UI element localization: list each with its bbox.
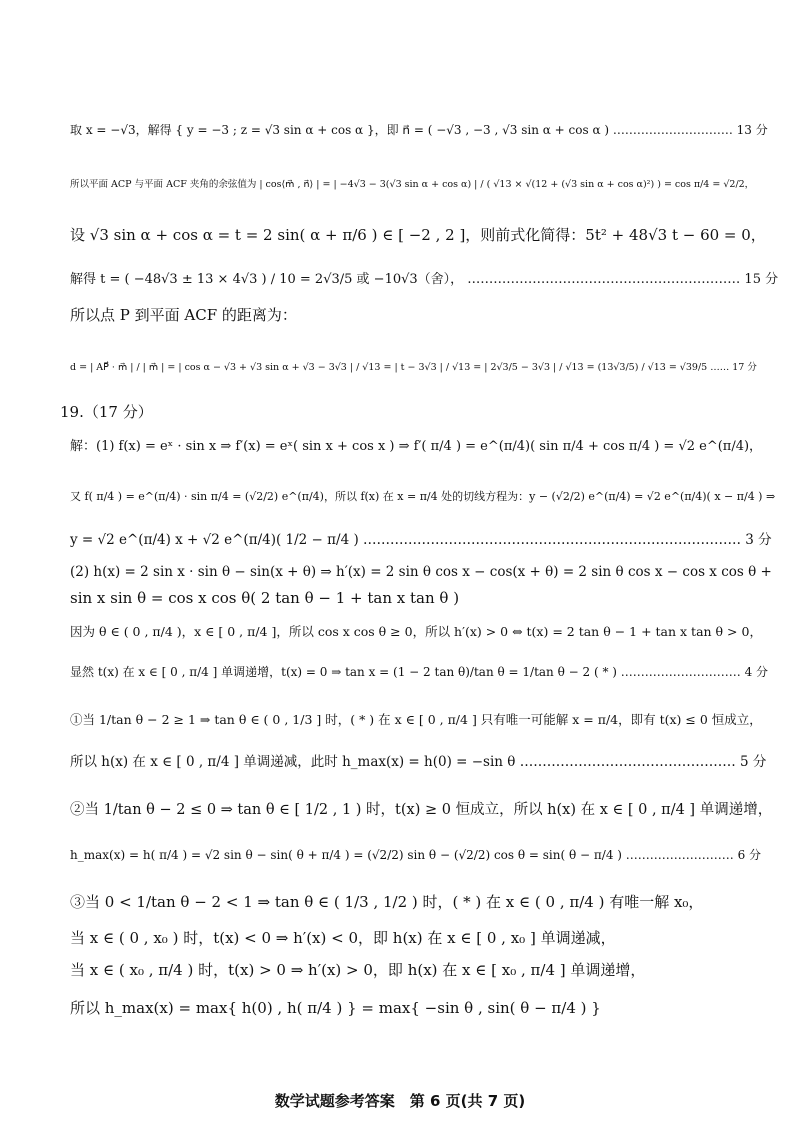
solution-line-7: 解：(1) f(x) = eˣ · sin x ⇒ f′(x) = eˣ( sin x + cos x ) ⇒ f′( π/4 ) = e^(π/4)( sin π/4 + cos π/4 ) = √2 e^(π/4)， [70,439,763,454]
case-1-line: ①当 1/tan θ − 2 ≥ 1 ⇒ tan θ ∈ ( 0 , 1/3 ] 时，( * ) 在 x ∈ [ 0 , π/4 ] 只有唯一可能解 x = π/4，即有 t(x) ≤ 0 恒成立， [70,712,762,727]
solution-line-5: 所以点 P 到平面 ACF 的距离为： [70,306,297,324]
solution-line-8: 又 f( π/4 ) = e^(π/4) · sin π/4 = (√2/2) e^(π/4)，所以 f(x) 在 x = π/4 处的切线方程为：y − (√2/2) e^(π/4) = √2 e^(π/4)( x − π/4 ) ⇒ [70,490,776,503]
solution-line-19: 当 x ∈ ( 0 , x₀ ) 时，t(x) < 0 ⇒ h′(x) < 0，即 h(x) 在 x ∈ [ 0 , x₀ ] 单调递减， [70,929,616,947]
solution-line-12: 因为 θ ∈ ( 0 , π/4 )，x ∈ [ 0 , π/4 ]，所以 cos x cos θ ≥ 0，所以 h′(x) > 0 ⇔ t(x) = 2 tan θ − 1 + tan x tan θ > 0， [70,624,762,639]
solution-line-21: 所以 h_max(x) = max{ h(0) , h( π/4 ) } = max{ −sin θ , sin( θ − π/4 ) } [70,999,601,1017]
distance-formula-line: d = | AP⃗ · m⃗ | / | m⃗ | = | cos α − √3 + √3 sin α + √3 − 3√3 | / √13 = | t − 3√3 | / √13 = | 2√3/5 − 3√3 | / √13 = (13√3/5) / √13 = √39/5 …… 17 分 [70,362,757,373]
case-2-line: ②当 1/tan θ − 2 ≤ 0 ⇒ tan θ ∈ [ 1/2 , 1 ) 时，t(x) ≥ 0 恒成立，所以 h(x) 在 x ∈ [ 0 , π/4 ] 单调递增， [70,802,773,818]
solution-line-17: h_max(x) = h( π/4 ) = √2 sin θ − sin( θ + π/4 ) = (√2/2) sin θ − (√2/2) cos θ = sin( θ − π/4 ) ……………………… 6 分 [70,848,762,862]
solution-line-15: 所以 h(x) 在 x ∈ [ 0 , π/4 ] 单调递减，此时 h_max(x) = h(0) = −sin θ ………………………………………… 5 分 [70,754,767,770]
solution-line-11: sin x sin θ = cos x cos θ( 2 tan θ − 1 + tan x tan θ ) [70,589,460,607]
case-3-line: ③当 0 < 1/tan θ − 2 < 1 ⇒ tan θ ∈ ( 1/3 , 1/2 ) 时，( * ) 在 x ∈ ( 0 , π/4 ) 有唯一解 x₀， [70,893,704,911]
solution-line-2: 所以平面 ACP 与平面 ACF 夹角的余弦值为 | cos⟨m⃗ , n⃗⟩ | = | −4√3 − 3(√3 sin α + cos α) | / ( √13 × √(12 + (√3 sin α + cos α)²) ) = cos π/4 = √2/2， [70,179,755,190]
solution-line-4: 解得 t = ( −48√3 ± 13 × 4√3 ) / 10 = 2√3/5 或 −10√3（舍）， ……………………………………………………… 15 分 [70,272,779,287]
page-footer: 数学试题参考答案 第 6 页(共 7 页) [274,1092,526,1110]
solution-line-20: 当 x ∈ ( x₀ , π/4 ) 时，t(x) > 0 ⇒ h′(x) > 0，即 h(x) 在 x ∈ [ x₀ , π/4 ] 单调递增， [70,961,646,979]
problem-19-heading: 19.（17 分） [60,403,153,421]
solution-line-9: y = √2 e^(π/4) x + √2 e^(π/4)( 1/2 − π/4 ) ………………………………………………………………………… 3 分 [70,532,772,548]
solution-line-10: (2) h(x) = 2 sin x · sin θ − sin(x + θ) ⇒ h′(x) = 2 sin θ cos x − cos(x + θ) = 2 sin θ cos x − cos x cos θ + [70,564,772,580]
solution-line-13: 显然 t(x) 在 x ∈ [ 0 , π/4 ] 单调递增，t(x) = 0 ⇒ tan x = (1 − 2 tan θ)/tan θ = 1/tan θ − 2 ( * ) ………………………… 4 分 [70,665,769,679]
solution-line-1: 取 x = −√3，解得 { y = −3 ; z = √3 sin α + cos α }，即 n⃗ = ( −√3 , −3 , √3 sin α + cos α ) ………………………… 13 分 [70,123,768,137]
solution-line-3: 设 √3 sin α + cos α = t = 2 sin( α + π/6 ) ∈ [ −2 , 2 ]，则前式化简得：5t² + 48√3 t − 60 = 0， [70,226,766,244]
